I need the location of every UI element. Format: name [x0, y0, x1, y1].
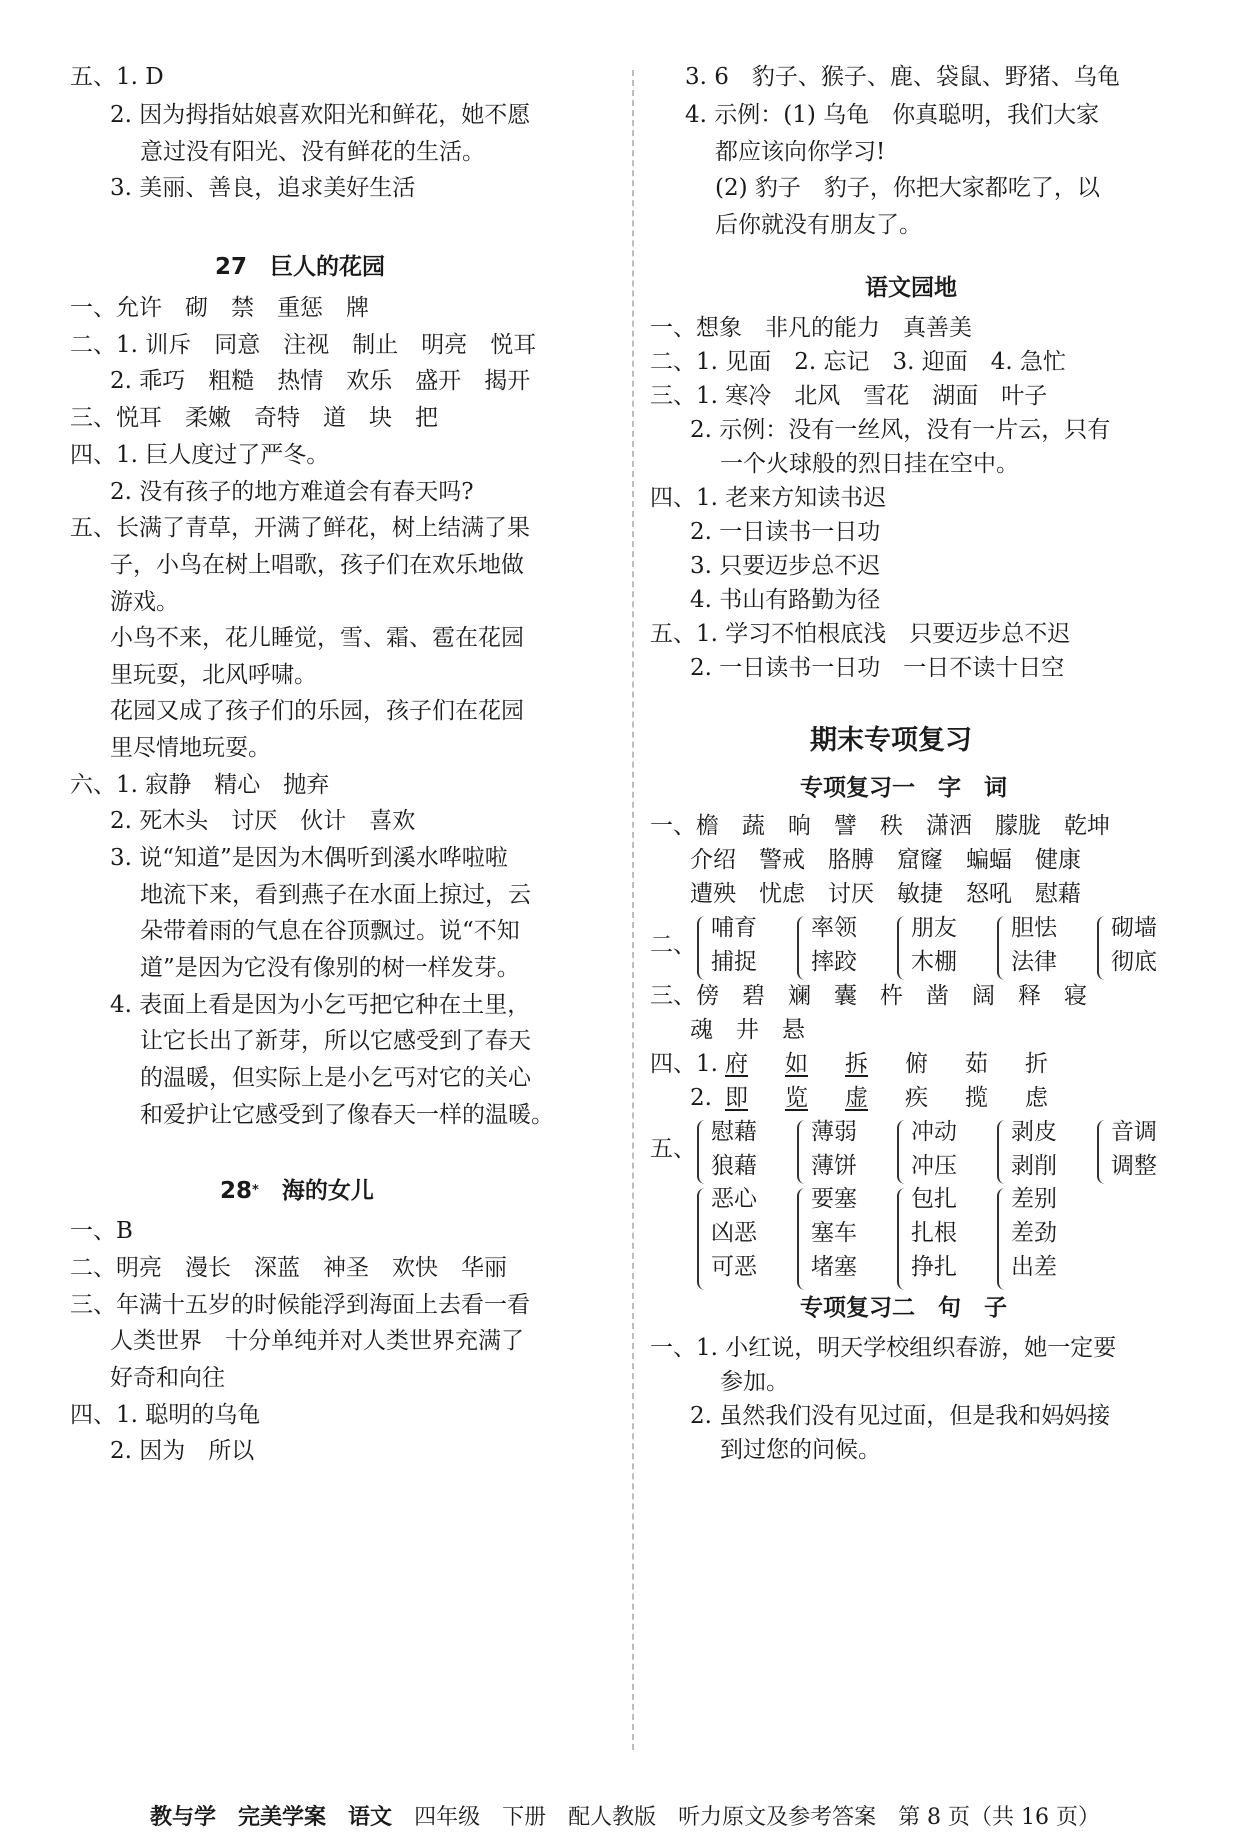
word: 塞车 [811, 1220, 857, 1246]
section-label: 二、 [650, 932, 696, 958]
brace [997, 916, 1011, 980]
lesson-28-title: 28* 海的女儿 [220, 1178, 374, 1204]
column-divider [632, 70, 634, 1750]
brace [697, 916, 711, 980]
answer-line: 后你就没有朋友了。 [715, 212, 922, 238]
answer-line: 五、1. D [70, 64, 164, 90]
word: 拆 [845, 1051, 868, 1077]
answer-line: 介绍 警戒 胳膊 窟窿 蝙蝠 健康 [690, 847, 1081, 873]
answer-line: 五、1. 学习不怕根底浅 只要迈步总不迟 [650, 621, 1071, 647]
word: 虚 [845, 1085, 868, 1111]
answer-line: 地流下来，看到燕子在水面上掠过，云 [140, 882, 531, 908]
footer-series: 完美学案 [238, 1805, 327, 1830]
page-footer [0, 1800, 1250, 1831]
answer-line: 一、檐 蔬 晌 譬 秩 潇洒 朦胧 乾坤 [650, 813, 1110, 839]
answer-line: 二、1. 见面 2. 忘记 3. 迎面 4. 急忙 [650, 349, 1067, 375]
answer-line: 小鸟不来，花儿睡觉，雪、霜、雹在花园 [110, 625, 524, 651]
word: 凶恶 [711, 1220, 757, 1246]
answer-line: 一、B [70, 1218, 133, 1244]
word: 差劲 [1011, 1220, 1057, 1246]
word: 薄饼 [811, 1153, 857, 1179]
brace [1097, 1120, 1111, 1184]
answer-line: 和爱护让它感受到了像春天一样的温暖。 [140, 1102, 554, 1128]
word: 音调 [1111, 1119, 1157, 1145]
word: 挣扎 [911, 1254, 957, 1280]
answer-line: 2. 示例：没有一丝风，没有一片云，只有 [690, 417, 1111, 443]
word: 狼藉 [711, 1153, 757, 1179]
word: 木棚 [911, 949, 957, 975]
word: 揽 [965, 1085, 988, 1111]
answer-line: 一、想象 非凡的能力 真善美 [650, 315, 972, 341]
word: 府 [725, 1051, 748, 1077]
word: 扎根 [911, 1220, 957, 1246]
section-label: 五、 [650, 1136, 696, 1162]
word: 出差 [1011, 1254, 1057, 1280]
answer-line: 游戏。 [110, 589, 179, 615]
word: 堵塞 [811, 1254, 857, 1280]
word: 率领 [811, 915, 857, 941]
answer-line: 六、1. 寂静 精心 抛弃 [70, 772, 330, 798]
word: 如 [785, 1051, 808, 1077]
footer-brand: 教与学 [149, 1805, 216, 1830]
word: 冲动 [911, 1119, 957, 1145]
answer-line: 4. 表面上看是因为小乞丐把它种在土里， [110, 992, 531, 1018]
answer-line: 2. 死木头 讨厌 伙计 喜欢 [110, 808, 416, 834]
footer-info: 四年级 下册 配人教版 听力原文及参考答案 第 8 页（共 16 页） [414, 1805, 1101, 1830]
answer-line: 四、1. 巨人度过了严冬。 [70, 442, 330, 468]
word: 砌墙 [1111, 915, 1157, 941]
answer-line: 的温暖，但实际上是小乞丐对它的关心 [140, 1065, 531, 1091]
answer-line: 2. 因为拇指姑娘喜欢阳光和鲜花，她不愿 [110, 102, 531, 128]
answer-line: 子，小鸟在树上唱歌，孩子们在欢乐地做 [110, 552, 524, 578]
word: 包扎 [911, 1186, 957, 1212]
answer-line: 3. 美丽、善良，追求美好生活 [110, 175, 416, 201]
answer-line: 三、年满十五岁的时候能浮到海面上去看一看 [70, 1292, 530, 1318]
optional-lesson-mark: * [252, 1183, 259, 1198]
word: 捕捉 [711, 949, 757, 975]
word: 茹 [965, 1051, 988, 1077]
word: 览 [785, 1085, 808, 1111]
word: 朋友 [911, 915, 957, 941]
answer-line: 都应该向你学习! [715, 139, 886, 165]
answer-line: 四、1. 聪明的乌龟 [70, 1402, 261, 1428]
brace [897, 1120, 911, 1184]
word: 冲压 [911, 1153, 957, 1179]
word: 调整 [1111, 1153, 1157, 1179]
brace [997, 1188, 1011, 1290]
chinese-garden-title: 语文园地 [865, 275, 957, 301]
answer-line: 人类世界 十分单纯并对人类世界充满了 [110, 1328, 524, 1354]
word: 哺育 [711, 915, 757, 941]
section-label: 四、1. [650, 1051, 718, 1077]
answer-line: 2. 虽然我们没有见过面，但是我和妈妈接 [690, 1403, 1111, 1429]
answer-line: (2) 豹子 豹子，你把大家都吃了，以 [715, 175, 1100, 201]
word: 虑 [1025, 1085, 1048, 1111]
answer-line: 3. 说“知道”是因为木偶听到溪水哗啦啦 [110, 845, 508, 871]
answer-line: 到过您的问候。 [720, 1437, 881, 1463]
answer-line: 4. 示例：(1) 乌龟 你真聪明，我们大家 [685, 102, 1100, 128]
answer-line: 2. 没有孩子的地方难道会有春天吗? [110, 479, 474, 505]
brace [1097, 916, 1111, 980]
answer-line: 魂 井 悬 [690, 1017, 805, 1043]
brace [697, 1120, 711, 1184]
brace [897, 916, 911, 980]
answer-line: 一、1. 小红说，明天学校组织春游，她一定要 [650, 1335, 1117, 1361]
word: 法律 [1011, 949, 1057, 975]
answer-line: 道”是因为它没有像别的树一样发芽。 [140, 955, 520, 981]
word: 俯 [905, 1051, 928, 1077]
answer-line: 二、明亮 漫长 深蓝 神圣 欢快 华丽 [70, 1255, 507, 1281]
word: 彻底 [1111, 949, 1157, 975]
answer-line: 里尽情地玩耍。 [110, 735, 271, 761]
answer-line: 2. 一日读书一日功 [690, 519, 881, 545]
brace [797, 916, 811, 980]
answer-line: 三、1. 寒冷 北风 雪花 湖面 叶子 [650, 383, 1048, 409]
answer-line: 2. 乖巧 粗糙 热情 欢乐 盛开 揭开 [110, 368, 531, 394]
word: 要塞 [811, 1186, 857, 1212]
word: 疾 [905, 1085, 928, 1111]
word: 薄弱 [811, 1119, 857, 1145]
section-label: 2. [690, 1085, 712, 1111]
word: 差别 [1011, 1186, 1057, 1212]
brace [997, 1120, 1011, 1184]
word: 剥削 [1011, 1153, 1057, 1179]
word: 胆怯 [1011, 915, 1057, 941]
answer-line: 三、悦耳 柔嫩 奇特 道 块 把 [70, 405, 438, 431]
review-2-subtitle: 专项复习二 句 子 [800, 1295, 1007, 1321]
word: 可恶 [711, 1254, 757, 1280]
brace [797, 1188, 811, 1290]
word: 折 [1025, 1051, 1048, 1077]
answer-line: 3. 只要迈步总不迟 [690, 553, 881, 579]
review-1-subtitle: 专项复习一 字 词 [800, 775, 1007, 801]
footer-subject: 语文 [348, 1805, 393, 1830]
answer-line: 五、长满了青草，开满了鲜花，树上结满了果 [70, 515, 530, 541]
answer-line: 参加。 [720, 1369, 789, 1395]
answer-line: 一个火球般的烈日挂在空中。 [720, 451, 1019, 477]
answer-line: 花园又成了孩子们的乐园，孩子们在花园 [110, 698, 524, 724]
answer-line: 三、傍 碧 斓 囊 杵 凿 阔 释 寝 [650, 983, 1087, 1009]
word: 摔跤 [811, 949, 857, 975]
word: 即 [725, 1085, 748, 1111]
answer-line: 2. 因为 所以 [110, 1438, 255, 1464]
answer-line: 遭殃 忧虑 讨厌 敏捷 怒吼 慰藉 [690, 881, 1081, 907]
word: 剥皮 [1011, 1119, 1057, 1145]
word: 慰藉 [711, 1119, 757, 1145]
brace [797, 1120, 811, 1184]
brace [697, 1188, 711, 1290]
answer-line: 让它长出了新芽，所以它感受到了春天 [140, 1028, 531, 1054]
answer-line: 一、允许 砌 禁 重惩 牌 [70, 295, 369, 321]
answer-line: 二、1. 训斥 同意 注视 制止 明亮 悦耳 [70, 332, 537, 358]
answer-line: 好奇和向往 [110, 1365, 225, 1391]
answer-line: 里玩耍，北风呼啸。 [110, 662, 317, 688]
final-review-title: 期末专项复习 [810, 725, 972, 756]
lesson-27-title: 27 巨人的花园 [215, 254, 386, 280]
answer-line: 3. 6 豹子、猴子、鹿、袋鼠、野猪、乌龟 [685, 64, 1120, 90]
brace [897, 1188, 911, 1290]
answer-line: 四、1. 老来方知读书迟 [650, 485, 887, 511]
answer-line: 4. 书山有路勤为径 [690, 587, 881, 613]
answer-line: 朵带着雨的气息在谷顶飘过。说“不知 [140, 918, 520, 944]
answer-line: 2. 一日读书一日功 一日不读十日空 [690, 655, 1065, 681]
word: 恶心 [711, 1186, 757, 1212]
answer-line: 意过没有阳光、没有鲜花的生活。 [140, 139, 485, 165]
